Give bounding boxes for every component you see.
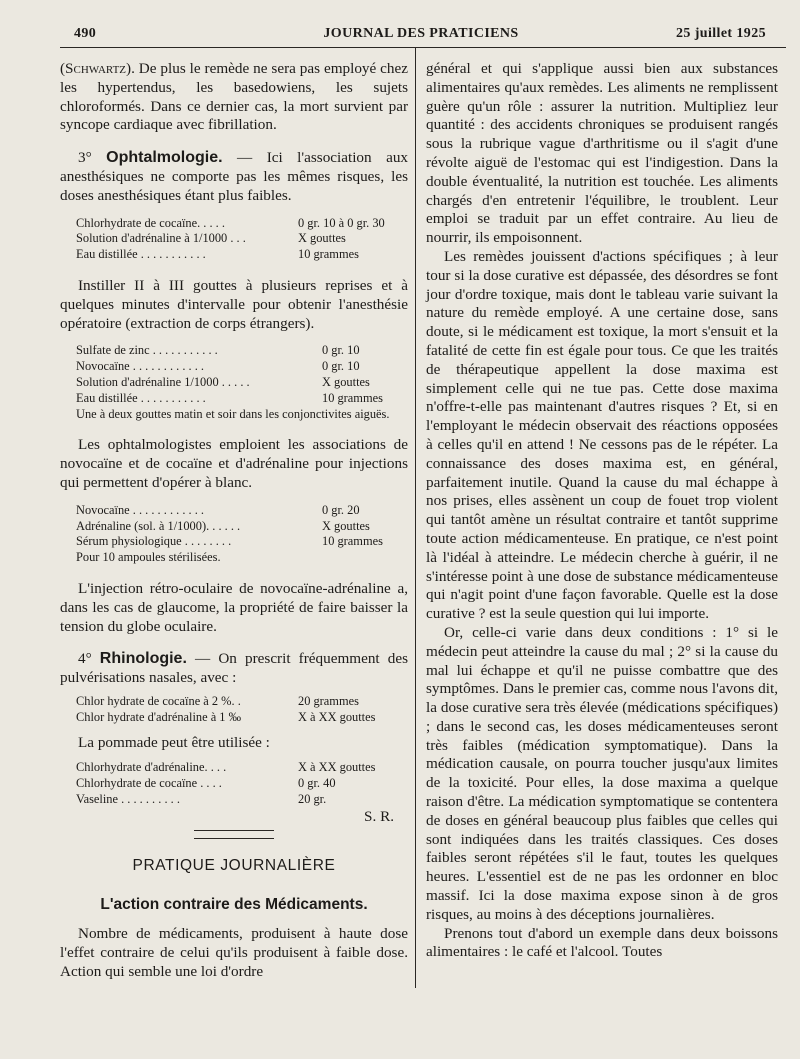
header-rule: [60, 47, 786, 48]
ingredient-name: Eau distillée . . . . . . . . . . .: [76, 247, 206, 262]
ingredient-name: Adrénaline (sol. à 1/1000). . . . . .: [76, 518, 241, 533]
section-title: Ophtalmologie.: [106, 149, 223, 167]
ingredient-dose: 0 gr. 20: [322, 502, 360, 517]
ingredient-dose: 0 gr. 10 à 0 gr. 30: [298, 215, 385, 230]
prescription-line: [76, 216, 408, 232]
prescription-block: [76, 216, 408, 263]
ingredient-dose: 20 grammes: [298, 693, 359, 708]
ingredient-name: Sulfate de zinc . . . . . . . . . . .: [76, 343, 218, 358]
ingredient-name: Chlorhydrate d'adrénaline. . . .: [76, 760, 227, 775]
prescription-line: [76, 776, 408, 792]
prescription-line: [76, 503, 408, 519]
author-signature: S. R.: [364, 807, 394, 825]
ingredient-name: Novocaïne . . . . . . . . . . . .: [76, 359, 205, 374]
ingredient-name: Eau distillée . . . . . . . . . . .: [76, 390, 206, 405]
prescription-block: [76, 694, 408, 726]
prescription-line: [76, 375, 408, 391]
ingredient-dose: 0 gr. 40: [298, 776, 336, 791]
section-ophtalmologie: 3° Ophtalmologie. — Ici l'association aux anesthésiques ne comporte pas les mêmes risques, les doses anesthésiques étant plus faibles.: [60, 149, 409, 204]
paragraph-article-start: Nombre de médicaments, produisent à haute dose l'effet contraire de celui qu'ils produisent à faible dose. Action qui semble une loi d'ordre: [60, 925, 408, 980]
prescription-note: Pour 10 ampoules stérilisées.: [76, 550, 221, 565]
prescription-line: [76, 792, 408, 808]
paragraph-ophtalmologistes: Les ophtalmologistes emploient les associations de novocaïne et de cocaïne et d'adrénaline pour injections qui permettent d'opérer à blanc.: [60, 436, 408, 491]
ingredient-dose: X à XX gouttes: [298, 760, 376, 775]
running-header: [60, 26, 782, 46]
column-divider: [415, 48, 416, 988]
prescription-line: [76, 231, 408, 247]
paragraph-pommade: La pommade peut être utilisée :: [78, 733, 270, 751]
paragraph-remedes: Les remèdes jouissent d'actions spécifiques ; à leur tour si la dose curative est dépassée, des désordres se font jour d'ordre toxique, mais dont le tableau varie suivant la nature du remède employé. A une certaine dose, sans doute, si le médicament est toxique, la mort s'ensuit et la fatalité de cette fin est égale pour tous. Ce que les traités de thérapeutique appellent la dose maxima est simplement celle qui ne tue pas. Cette dose maxima n'offre-t-elle pas maintenant d'autres risques ? Et, si en l'employant le médecin observait des réactions opposées à celles qu'il en attend ! Ne cessons pas de le répéter. La connaissance des doses maxima est, en général, parfaitement inutile. Quand la cause du mal échappe à nos prises, elles assènent un coup de fouet trop violent qui tantôt amène un résultat contraire et tantôt supprime toute action médicamenteuse. En pratique, ce n'est point là l'idéal à atteindre. Le médecin cherche à guérir, il ne s'intéresse point à une dose de substance médicamenteuse qui n'agit point d'une façon favorable. Quelle est la dose curative ? est la seule question qui lui importe.: [426, 247, 778, 623]
ingredient-name: Chlorhydrate de cocaïne . . . .: [76, 776, 222, 791]
left-column: [60, 60, 408, 981]
ingredient-name: Solution d'adrénaline à 1/1000 . . .: [76, 231, 246, 246]
section-rhinologie: 4° Rhinologie. — On prescrit fréquemment des pulvérisations nasales, avec :: [60, 650, 409, 687]
journal-title: JOURNAL DES PRATICIENS: [323, 26, 519, 41]
paragraph-injection: L'injection rétro-oculaire de novocaïne-adrénaline a, dans les cas de glaucome, la propriété de faire baisser la tension du globe oculaire.: [60, 579, 408, 635]
ingredient-dose: 10 grammes: [298, 247, 359, 262]
paragraph-conditions: Or, celle-ci varie dans deux conditions : 1° si le médecin peut atteindre la cause du mal ; 2° si la cause du mal lui échappe et qu'il ne puisse combattre que des symptômes. Dans le premier cas, comme nous l'avons dit, la dose curative sera très élevée (médications spécifiques) ; dans le second cas, les doses médicamenteuses seront très faibles (médication symptomatique). Dans la médication causale, on pourra toucher jusqu'aux limites de la toxicité. Pour elles, la dose maxima a quelque raison d'être. La médication symptomatique se contentera de doses en général beaucoup plus faibles que celles qui sont indiquées dans les traités classiques. Ces doses faibles seront répétées s'il le faut, toutes les quelques heures. L'essentiel est de ne pas les ordonner en bloc massif. Ici la dose maxima expose sinon à de gros risques, au moins à des déceptions journalières.: [426, 623, 778, 923]
prescription-block: [76, 503, 408, 550]
ingredient-dose: X gouttes: [322, 518, 370, 533]
paragraph-intro: (Schwartz). De plus le remède ne sera pas employé chez les hypertendus, les basedowiens, les sujets chloroformés. Dans ce dernier cas, la mort survient par syncope cardiaque avec fibrillation.: [60, 60, 408, 134]
section-heading: PRATIQUE JOURNALIÈRE: [132, 857, 336, 875]
prescription-line: [76, 391, 408, 407]
prescription-block: [76, 760, 408, 807]
page-number: 490: [74, 26, 97, 41]
ingredient-dose: 10 grammes: [322, 534, 383, 549]
prescription-line: [76, 710, 408, 726]
ingredient-name: Vaseline . . . . . . . . . .: [76, 791, 180, 806]
article-title: L'action contraire des Médicaments.: [100, 896, 368, 914]
prescription-line: [76, 760, 408, 776]
prescription-note: Une à deux gouttes matin et soir dans les conjonctivites aiguës.: [76, 406, 390, 421]
ingredient-dose: 0 gr. 10: [322, 343, 360, 358]
ingredient-name: Novocaïne . . . . . . . . . . . .: [76, 502, 205, 517]
paragraph-continued: général et qui s'applique aussi bien aux substances alimentaires qu'aux remèdes. Les aliments ne remplissent guère qu'un rôle : assurer la nutrition. Multipliez leur quantité : des accidents chroniques se produisent rangés sous la rubrique vague d'arthritisme ou il s'agit d'une révolte aiguë de l'estomac qui est l'indigestion. Dans la double éventualité, la nutrition est touchée. Les aliments chargés d'en entretenir l'équilibre, le troublent. Leur emploi se traduit par un effet contraire. Au lieu de nourrir, ils empoisonnent.: [426, 60, 778, 247]
ingredient-dose: 0 gr. 10: [322, 359, 360, 374]
ingredient-dose: 20 gr.: [298, 791, 327, 806]
ingredient-dose: X gouttes: [322, 374, 370, 389]
ingredient-dose: X gouttes: [298, 231, 346, 246]
prescription-line: [76, 359, 408, 375]
prescription-block: [76, 343, 408, 406]
ingredient-name: Sérum physiologique . . . . . . . .: [76, 534, 232, 549]
section-ornament-rule: [194, 830, 274, 839]
prescription-line: [76, 343, 408, 359]
prescription-line: [76, 247, 408, 263]
section-title: Rhinologie.: [99, 650, 187, 668]
prescription-line: [76, 519, 408, 535]
issue-date: 25 juillet 1925: [676, 26, 766, 41]
ingredient-name: Chlor hydrate de cocaïne à 2 %. .: [76, 693, 241, 708]
ingredient-dose: 10 grammes: [322, 390, 383, 405]
ingredient-dose: X à XX gouttes: [298, 709, 376, 724]
ingredient-name: Solution d'adrénaline 1/1000 . . . . .: [76, 374, 250, 389]
prescription-line: [76, 694, 408, 710]
ingredient-name: Chlorhydrate de cocaïne. . . . .: [76, 215, 225, 230]
ingredient-name: Chlor hydrate d'adrénaline à 1 ‰: [76, 709, 241, 724]
prescription-line: [76, 534, 408, 550]
right-column: [426, 60, 778, 962]
paragraph-instiller: Instiller II à III gouttes à plusieurs reprises et à quelques minutes d'intervalle pour obtenir l'anesthésie opératoire (extraction de corps étrangers).: [60, 276, 408, 332]
paragraph-exemple: Prenons tout d'abord un exemple dans deux boissons alimentaires : le café et l'alcool. Toutes: [426, 924, 778, 961]
